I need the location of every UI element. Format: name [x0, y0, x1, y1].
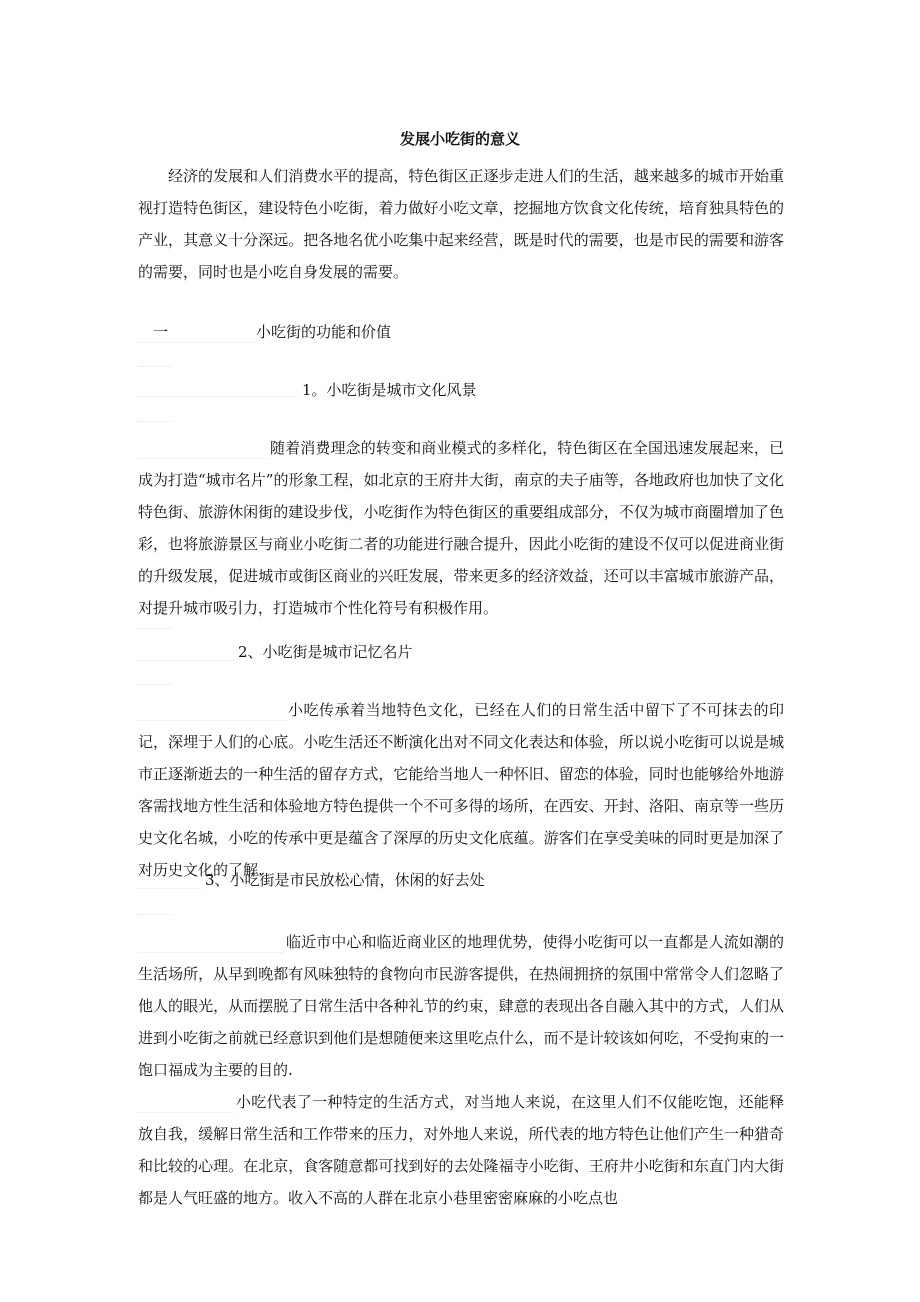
faint-blank-line: [138, 668, 172, 685]
faint-blank-line: [138, 612, 172, 629]
subsection-3-body-2: 小吃代表了一种特定的生活方式，对当地人来说，在这里人们不仅能吃饱，还能释放自我，缓解日常生活和工作带来的压力，对外地人来说，所代表的地方特色让他们产生一种猎奇和比较的心理。在北京，食客随意都可找到好的去处隆福寺小吃街、王府井小吃街和东直门内大街都是人气旺盛的地方。收入不高的人群在北京小巷里密密麻麻的小吃点也: [138, 1093, 784, 1207]
faint-dotted-leader: [138, 888, 202, 890]
subsection-2-body: 小吃传承着当地特色文化，已经在人们的日常生活中留下了不可抹去的印记，深埋于人们的心底。小吃生活还不断演化出对不同文化表达和体验，所以说小吃街可以说是城市正逐渐逝去的一种生活的留存方式，它能给当地人一种怀旧、留恋的体验，同时也能够给外地游客需找地方性生活和体验地方特色提供一个不可多得的场所，在西安、开封、洛阳、南京等一些历史文化名城，小吃的传承中更是蕴含了深厚的历史文化底蕴。游客们在享受美味的同时更是加深了对历史文化的了解.: [138, 701, 784, 879]
faint-dotted-leader: [138, 396, 298, 398]
subsection-3-body-1: 临近市中心和临近商业区的地理优势，使得小吃街可以一直都是人流如潮的生活场所，从早到晚都有风味独特的食物向市民游客提供，在热闹拥挤的氛围中常常令人们忽略了他人的眼光，从而摆脱了日常生活中各种礼节的约束，肆意的表现出各自融入其中的方式，人们从进到小吃街之前就已经意识到他们是想随便来这里吃点什么，而不是计较该如何吃，不受拘束的一饱口福成为主要的目的.: [138, 933, 784, 1079]
subsection-3-heading: 3、小吃街是市民放松心情，休闲的好去处: [205, 871, 485, 889]
intro-paragraph: 经济的发展和人们消费水平的提高，特色街区正逐步走进人们的生活，越来越多的城市开始重视打造特色街区，建设特色小吃街，着力做好小吃文章，挖掘地方饮食文化传统，培育独具特色的产业，其意义十分深远。把各地名优小吃集中起来经营，既是时代的需要，也是市民的需要和游客的需要，同时也是小吃自身发展的需要。: [138, 167, 784, 281]
faint-blank-line: [138, 405, 172, 422]
section-number: 一: [153, 323, 169, 341]
section-heading: 小吃街的功能和价值: [256, 323, 392, 341]
subsection-2-heading: 2、小吃街是城市记忆名片: [238, 643, 413, 661]
document-title: 发展小吃街的意义: [399, 130, 520, 148]
faint-blank-line: [138, 898, 172, 915]
faint-dotted-leader: [138, 660, 234, 662]
subsection-1-heading: 1。小吃街是城市文化风景: [302, 381, 477, 399]
faint-blank-line: [138, 350, 172, 367]
subsection-1-body: 随着消费理念的转变和商业模式的多样化，特色街区在全国迅速发展起来，已成为打造“城市名片”的形象工程，如北京的王府井大街，南京的夫子庙等，各地政府也加快了文化特色街、旅游休闲街的建设步伐，小吃街作为特色街区的重要组成部分，不仅为城市商圈增加了色彩，也将旅游景区与商业小吃街二者的功能进行融合提升，因此小吃街的建设不仅可以促进商业街的升级发展，促进城市或街区商业的兴旺发展，带来更多的经济效益，还可以丰富城市旅游产品，对提升城市吸引力，打造城市个性化符号有积极作用。: [138, 439, 784, 617]
